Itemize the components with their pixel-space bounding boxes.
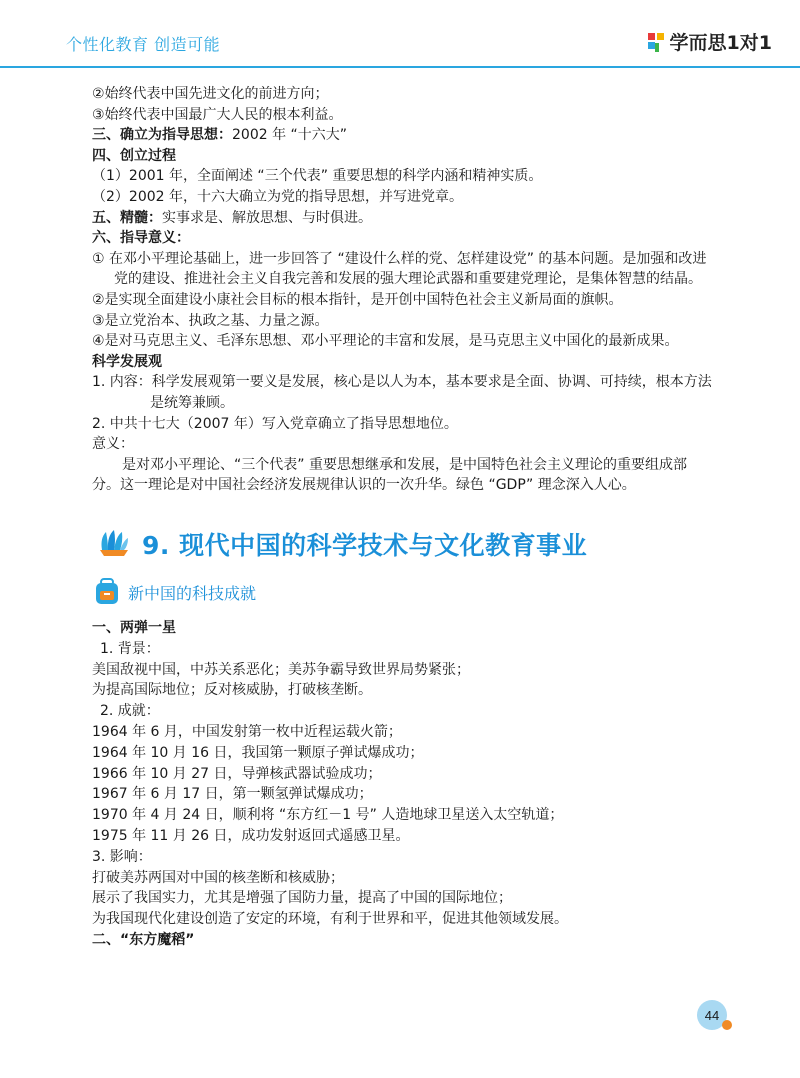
text-line: 为提高国际地位；反对核威胁，打破核垄断。 [92,682,372,699]
heading-value: 2002 年 “十六大” [232,127,348,144]
text-line: 是对邓小平理论、“三个代表” 重要思想继承和发展，是中国特色社会主义理论的重要组成部 [122,456,687,473]
heading-label: 五、精髓： [92,209,162,226]
heading: 六、指导意义： [92,230,190,247]
text-line: ②始终代表中国先进文化的前进方向； [92,86,329,102]
text-line: 1. 内容：科学发展观第一要义是发展，核心是以人为本，基本要求是全面、协调、可持续，根本方法 [92,374,712,391]
text-line: 分。这一理论是对中国社会经济发展规律认识的一次升华。绿色 “GDP” 理念深入人心。 [92,477,636,494]
heading: 科学发展观 [92,353,162,370]
sub-label: 1. 背景： [100,640,160,657]
heading-value: 实事求是、解放思想、与时俱进。 [162,209,372,226]
text-line: 1964 年 10 月 16 日，我国第一颗原子弹试爆成功； [92,744,424,761]
backpack-icon [94,578,120,606]
two-bombs-content [92,618,732,951]
section-heading [94,578,256,606]
brand-logo [646,28,772,55]
sub-label: 3. 影响： [92,848,152,865]
text-line: 打破美苏两国对中国的核垄断和核威胁； [92,869,344,886]
text-line: 1964 年 6 月，中国发射第一枚中近程运载火箭； [92,723,402,740]
text-line: 1970 年 4 月 24 日，顺利将 “东方红－1 号” 人造地球卫星送入太空轨道； [92,807,564,824]
heading: 一、两弹一星 [92,620,176,636]
chapter-heading [96,526,587,562]
text-line: 是统筹兼顾。 [150,394,234,411]
text-line [92,125,732,146]
chapter-title: 9. 现代中国的科学技术与文化教育事业 [142,531,588,560]
header-divider [0,66,800,68]
text-line: 为我国现代化建设创造了安定的环境，有利于世界和平，促进其他领域发展。 [92,911,568,928]
text-line: ① 在邓小平理论基础上，进一步回答了 “建设什么样的党、怎样建设党” 的基本问题。是加强和改进 [92,250,707,267]
shell-icon [96,528,132,560]
text-line: 美国敌视中国，中苏关系恶化；美苏争霸导致世界局势紧张； [92,661,470,678]
brand-logo-icon [646,31,666,53]
text-line: ②是实现全面建设小康社会目标的根本指针，是开创中国特色社会主义新局面的旗帜。 [92,291,623,308]
text-line: 展示了我国实力，尤其是增强了国防力量，提高了中国的国际地位； [92,890,512,907]
text-line: （1）2001 年，全面阐述 “三个代表” 重要思想的科学内涵和精神实质。 [92,168,543,185]
page-header [0,0,800,66]
brand-name: 学而思1对1 [669,32,772,54]
text-line: （2）2002 年，十六大确立为党的指导思想，并写进党章。 [92,188,463,205]
header-slogan: 个性化教育 创造可能 [66,35,221,54]
heading-label: 三、确立为指导思想： [92,127,232,144]
heading: 二、“东方魔稻” [92,931,195,948]
text-line: ④是对马克思主义、毛泽东思想、邓小平理论的丰富和发展，是马克思主义中国化的最新成果。 [92,333,679,350]
text-line: 1975 年 11 月 26 日，成功发射返回式遥感卫星。 [92,827,410,844]
text-line: ③始终代表中国最广大人民的根本利益。 [92,106,343,123]
text-line: 1966 年 10 月 27 日，导弹核武器试验成功； [92,765,382,782]
page-number: 44 [704,1008,720,1023]
page-number-badge [696,999,728,1031]
top-content [92,84,732,496]
text-line: ③是立党治本、执政之基、力量之源。 [92,312,329,329]
heading: 四、创立过程 [92,147,176,164]
text-line: 意义： [92,436,134,453]
page-number-circle-icon [696,999,736,1035]
text-line [92,208,732,229]
text-line: 2. 中共十七大（2007 年）写入党章确立了指导思想地位。 [92,415,458,432]
text-line: 党的建设、推进社会主义自我完善和发展的强大理论武器和重要建党理论，是集体智慧的结晶。 [114,271,702,288]
sub-label: 2. 成就： [100,703,160,720]
section-title: 新中国的科技成就 [128,583,257,603]
text-line: 1967 年 6 月 17 日，第一颗氢弹试爆成功； [92,786,373,803]
